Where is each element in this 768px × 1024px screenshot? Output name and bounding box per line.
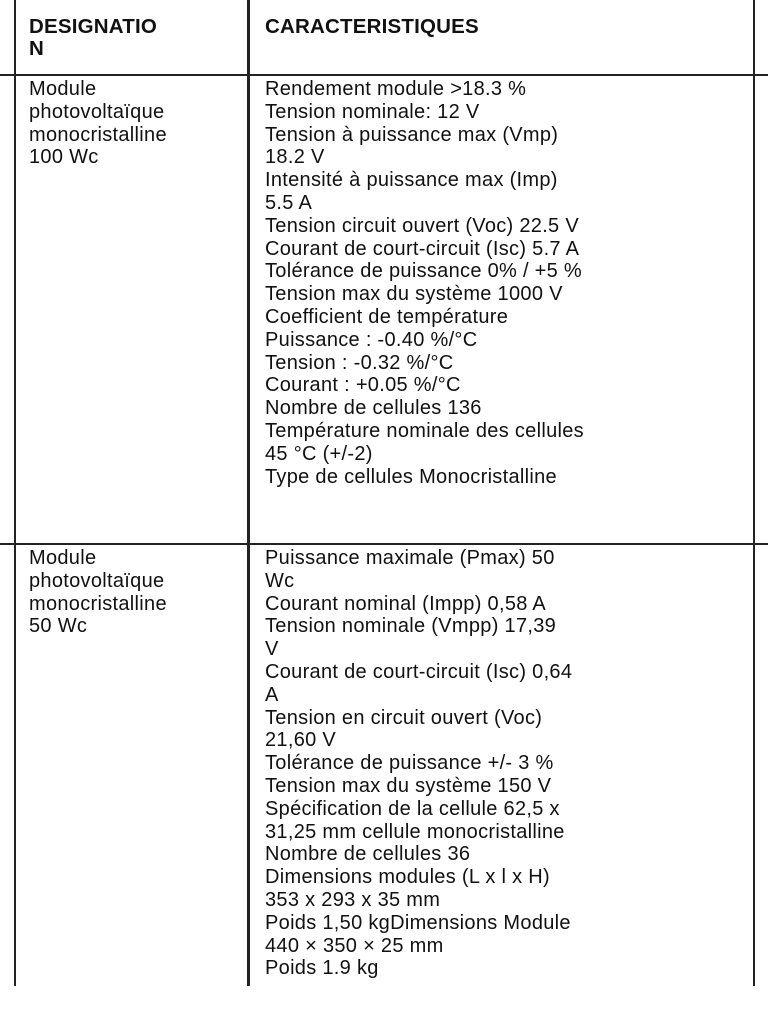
table-row-1-caracteristiques: Rendement module >18.3 % Tension nominale: 12 V Tension à puissance max (Vmp) 18.2 V Intensité à puissance max (Imp) 5.5 A Tension circuit ouvert (Voc) 22.5 V Courant de court-circuit (Isc) 5.7 A Tolérance de puissance 0% / +5 % Tension max du système 1000 V Coefficient de température Puissance : -0.40 %/°C Tension : -0.32 %/°C Courant : +0.05 %/°C Nombre de cellules 136 Température nominale des cellules 45 °C (+/-2) Type de cellules Monocristalline bbox=[265, 78, 584, 488]
table-column-divider bbox=[247, 0, 250, 986]
row-divider bbox=[0, 543, 768, 545]
table-border-right bbox=[753, 0, 755, 986]
table-row-2-designation: Module photovoltaïque monocristalline 50 Wc bbox=[29, 547, 167, 638]
header-designation: DESIGNATIO N bbox=[29, 15, 158, 60]
header-caracteristiques: CARACTERISTIQUES bbox=[265, 15, 479, 38]
table-row-2-caracteristiques: Puissance maximale (Pmax) 50 Wc Courant nominal (Impp) 0,58 A Tension nominale (Vmpp) 17,39 V Courant de court-circuit (Isc) 0,64 A Tension en circuit ouvert (Voc) 21,60 V Tolérance de puissance +/- 3 % Tension max du système 150 V Spécification de la cellule 62,5 x 31,25 mm cellule monocristalline Nombre de cellules 36 Dimensions modules (L x l x H) 353 x 293 x 35 mm Poids 1,50 kgDimensions Module 440 × 350 × 25 mm Poids 1.9 kg bbox=[265, 547, 573, 980]
header-row-divider bbox=[0, 74, 768, 76]
table-border-left bbox=[14, 0, 16, 986]
table-row-1-designation: Module photovoltaïque monocristalline 100 Wc bbox=[29, 78, 167, 169]
